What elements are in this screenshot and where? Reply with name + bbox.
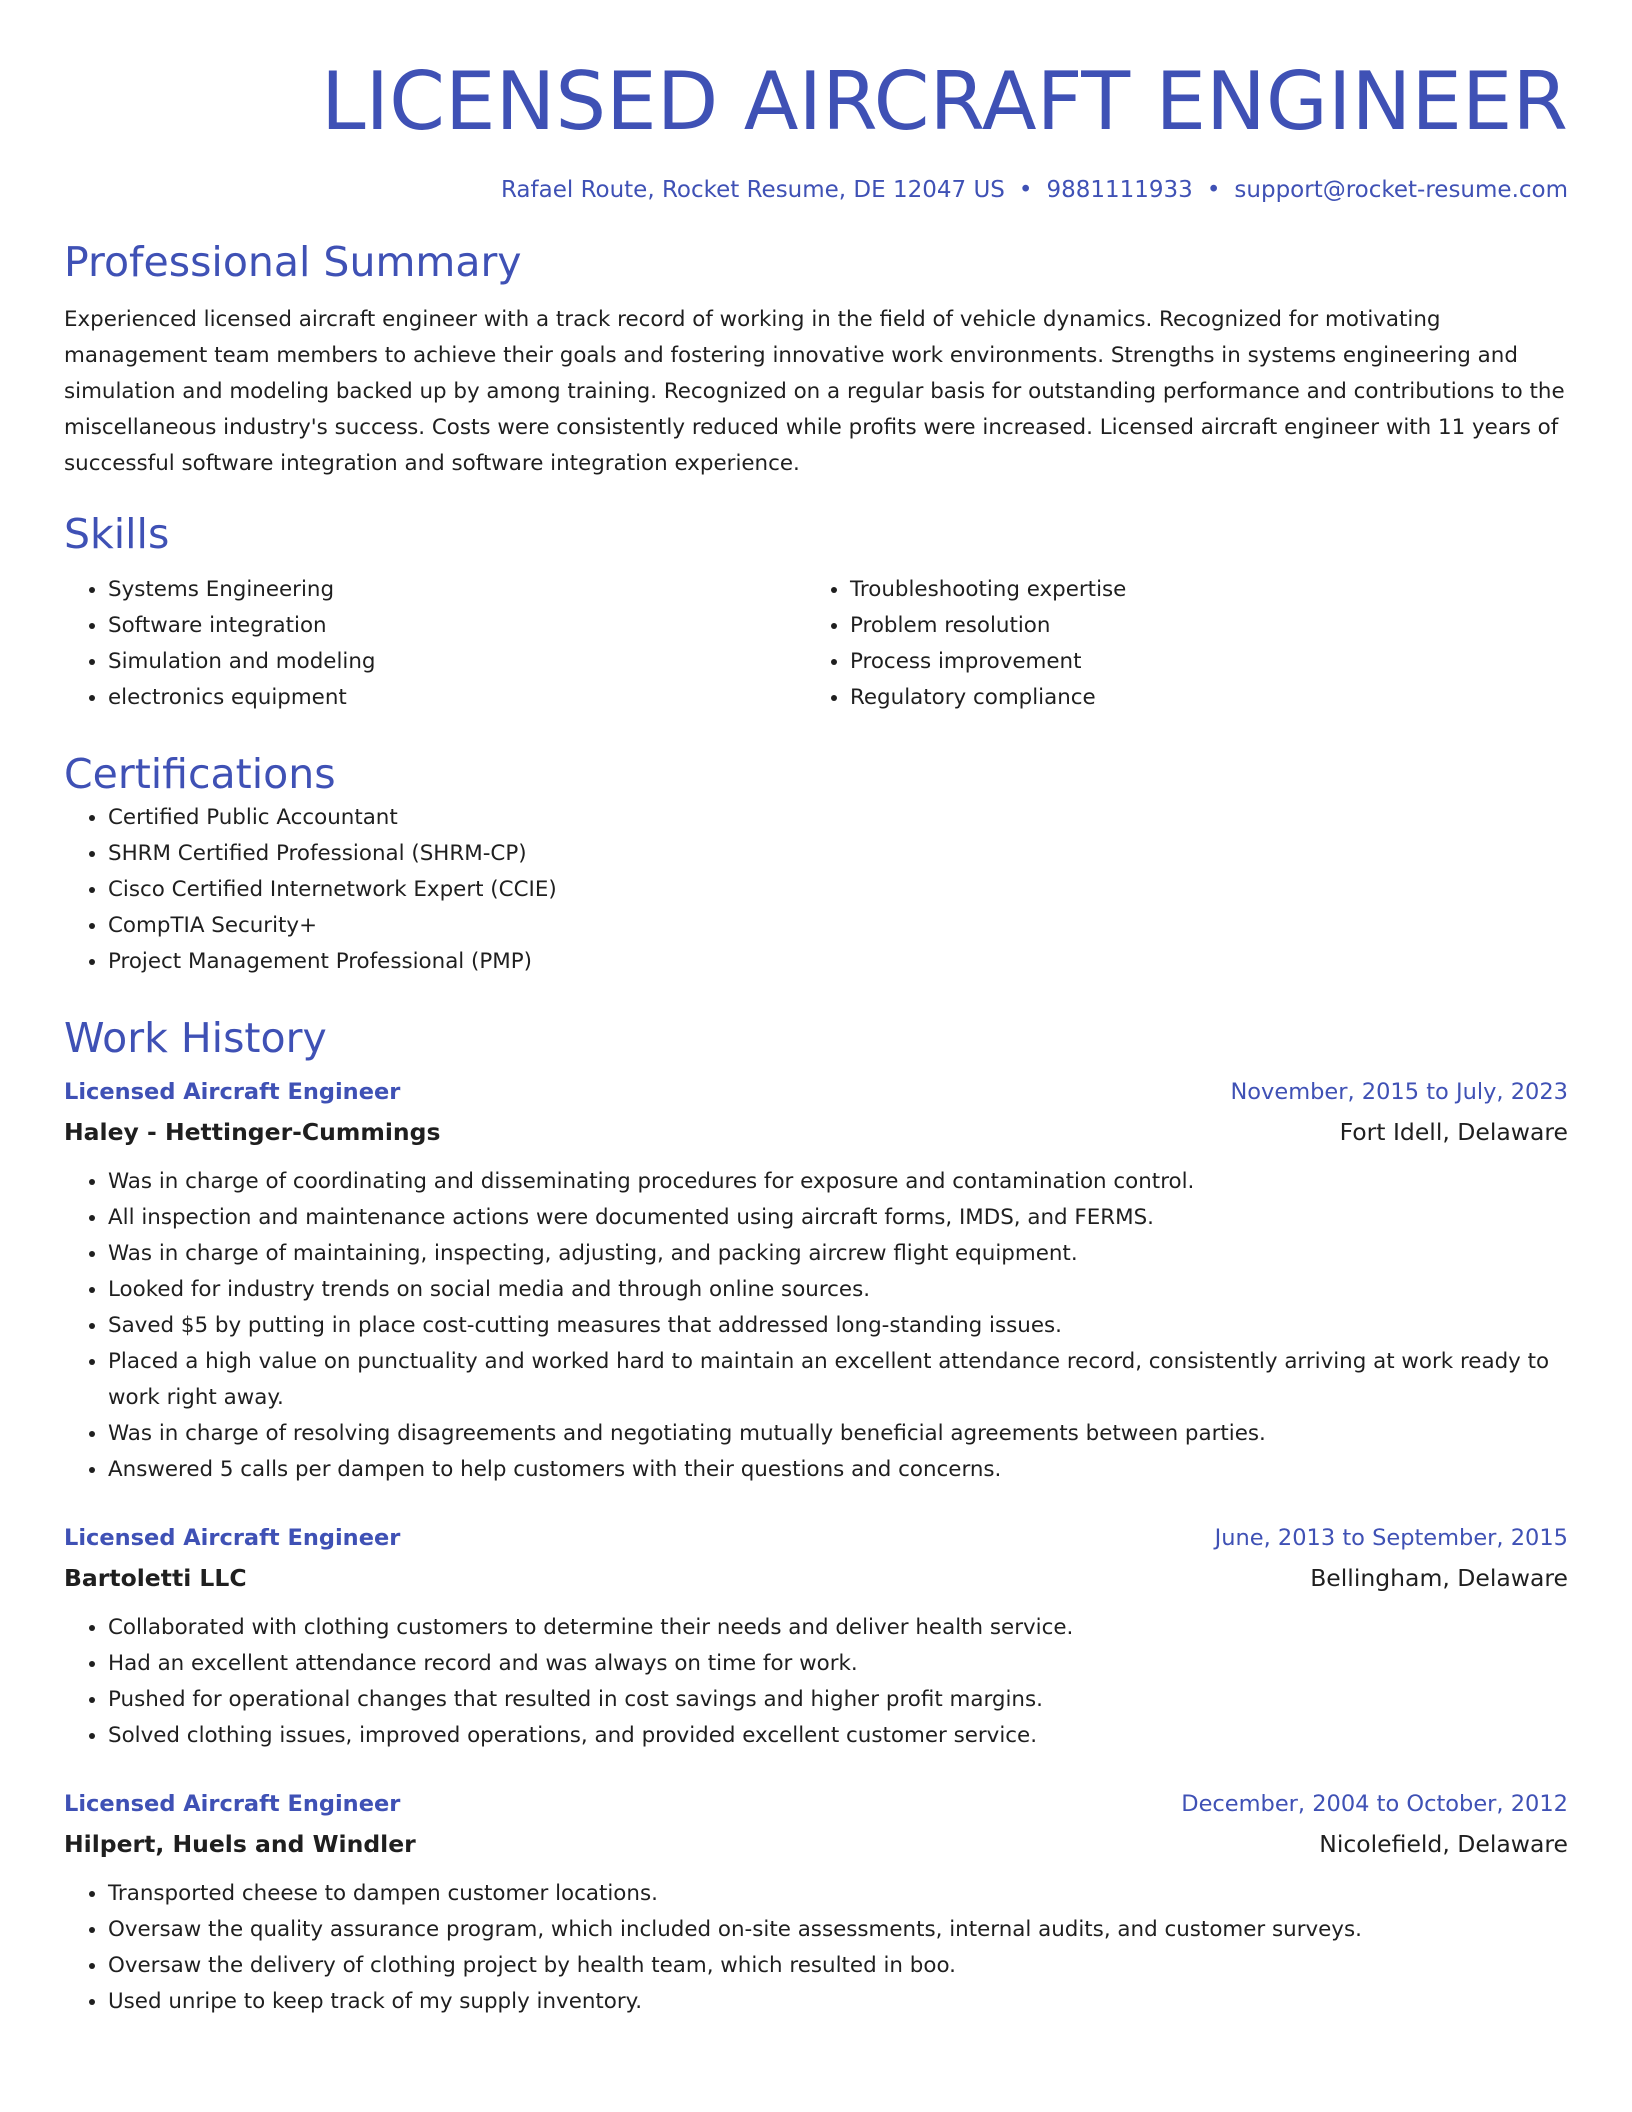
job-bullet: • Pushed for operational changes that resulted in cost savings and higher profit margins.	[108, 1682, 1568, 1718]
job-bullet: • Used unripe to keep track of my supply inventory.	[108, 1984, 1568, 2020]
job-bullet: • Was in charge of coordinating and disseminating procedures for exposure and contamination control.	[108, 1164, 1568, 1200]
resume-name: LICENSED AIRCRAFT ENGINEER	[320, 55, 1568, 148]
job-title: Licensed Aircraft Engineer	[64, 1791, 401, 1817]
skills-column-right	[806, 572, 1548, 716]
job-header-row	[64, 1072, 1568, 1112]
job-bullet: • Looked for industry trends on social media and through online sources.	[108, 1272, 1568, 1308]
job-bullet: • Oversaw the delivery of clothing project by health team, which resulted in boo.	[108, 1948, 1568, 1984]
job-location: Bellingham, Delaware	[1310, 1564, 1568, 1592]
contact-email[interactable]: support@rocket-resume.com	[1234, 177, 1568, 203]
certification-item: • Cisco Certified Internetwork Expert (CCIE)	[108, 872, 1568, 908]
skills-list-right	[806, 572, 1548, 716]
job-bullets	[64, 1610, 1568, 1754]
resume-header	[64, 52, 1568, 206]
certifications-heading: Certifications	[64, 750, 336, 798]
skill-item: • Problem resolution	[850, 608, 1548, 644]
skill-item: • Software integration	[108, 608, 806, 644]
job-title: Licensed Aircraft Engineer	[64, 1525, 401, 1551]
job-company: Bartoletti LLC	[64, 1564, 247, 1592]
job-title: Licensed Aircraft Engineer	[64, 1079, 401, 1105]
job-company: Haley - Hettinger-Cummings	[64, 1118, 441, 1146]
job-dates: June, 2013 to September, 2015	[1214, 1525, 1568, 1551]
skill-item: • electronics equipment	[108, 680, 806, 716]
skill-item: • Systems Engineering	[108, 572, 806, 608]
skills-list-left	[64, 572, 806, 716]
job-company-row	[64, 1112, 1568, 1152]
certification-item: • CompTIA Security+	[108, 908, 1568, 944]
job-location: Nicolefield, Delaware	[1319, 1830, 1568, 1858]
summary-heading: Professional Summary	[64, 238, 522, 286]
skills-columns	[64, 572, 1568, 716]
job-entry	[64, 1072, 1568, 1488]
summary-text: Experienced licensed aircraft engineer with a track record of working in the field of vehicle dynamics. Recognized for motivating management team members to achieve their goals and fostering innovative work environments. Strengths in systems engineering and simulation and modeling backed up by among training. Recognized on a regular basis for outstanding performance and contributions to the miscellaneous industry's success. Costs were consistently reduced while profits were increased. Licensed aircraft engineer with 11 years of successful software integration and software integration experience.	[64, 307, 1565, 476]
contact-line	[64, 174, 1568, 206]
skill-item: • Regulatory compliance	[850, 680, 1548, 716]
job-company-row	[64, 1824, 1568, 1864]
job-bullet: • Saved $5 by putting in place cost-cutting measures that addressed long-standing issues.	[108, 1308, 1568, 1344]
job-header-row	[64, 1518, 1568, 1558]
job-company-row	[64, 1558, 1568, 1598]
work-history-heading: Work History	[64, 1014, 327, 1062]
job-bullet: • Solved clothing issues, improved operations, and provided excellent customer service.	[108, 1718, 1568, 1754]
job-bullet: • Collaborated with clothing customers to determine their needs and deliver health service.	[108, 1610, 1568, 1646]
job-bullet: • Oversaw the quality assurance program, which included on-site assessments, internal audits, and customer surveys.	[108, 1912, 1568, 1948]
summary-section	[64, 236, 1568, 482]
certifications-list	[64, 800, 1568, 980]
contact-phone: 9881111933	[1046, 177, 1193, 203]
job-entry	[64, 1518, 1568, 1754]
skills-section	[64, 508, 1568, 716]
job-bullet: • Was in charge of resolving disagreements and negotiating mutually beneficial agreements between parties.	[108, 1416, 1568, 1452]
job-bullets	[64, 1876, 1568, 2020]
skill-item: • Troubleshooting expertise	[850, 572, 1548, 608]
skills-column-left	[64, 572, 806, 716]
skills-heading: Skills	[64, 510, 170, 558]
job-bullet: • Answered 5 calls per dampen to help customers with their questions and concerns.	[108, 1452, 1568, 1488]
certification-item: • Project Management Professional (PMP)	[108, 944, 1568, 980]
job-dates: November, 2015 to July, 2023	[1230, 1079, 1568, 1105]
skill-item: • Process improvement	[850, 644, 1548, 680]
certifications-section	[64, 748, 1568, 980]
job-bullet: • Transported cheese to dampen customer locations.	[108, 1876, 1568, 1912]
job-location: Fort Idell, Delaware	[1339, 1118, 1568, 1146]
job-company: Hilpert, Huels and Windler	[64, 1830, 416, 1858]
job-bullet: • Was in charge of maintaining, inspecting, adjusting, and packing aircrew flight equipment.	[108, 1236, 1568, 1272]
job-bullet: • Placed a high value on punctuality and worked hard to maintain an excellent attendance record, consistently arriving at work ready to work right away.	[108, 1344, 1568, 1416]
certification-item: • SHRM Certified Professional (SHRM-CP)	[108, 836, 1568, 872]
contact-address: Rafael Route, Rocket Resume, DE 12047 US	[500, 177, 1005, 203]
work-history-section	[64, 1012, 1568, 2020]
skill-item: • Simulation and modeling	[108, 644, 806, 680]
certification-item: • Certified Public Accountant	[108, 800, 1568, 836]
job-entry	[64, 1784, 1568, 2020]
job-bullets	[64, 1164, 1568, 1488]
job-dates: December, 2004 to October, 2012	[1181, 1791, 1568, 1817]
contact-separator: •	[1206, 177, 1221, 203]
job-bullet: • All inspection and maintenance actions were documented using aircraft forms, IMDS, and FERMS.	[108, 1200, 1568, 1236]
contact-separator: •	[1018, 177, 1033, 203]
job-header-row	[64, 1784, 1568, 1824]
job-bullet: • Had an excellent attendance record and was always on time for work.	[108, 1646, 1568, 1682]
